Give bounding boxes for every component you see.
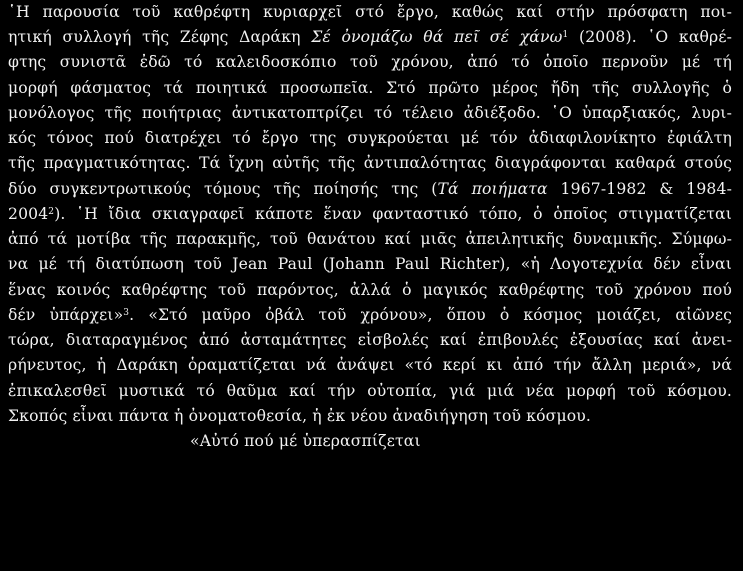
- text-segment: 1967-1982 & 1984-: [547, 180, 732, 198]
- text-segment: τῆς πραγματικότητας. Τά ἴχνη αὐτῆς τῆς ἀντιπαλότητας διαγράφονται καθαρά στούς: [8, 154, 732, 172]
- text-line: [8, 379, 732, 403]
- text-line: [8, 252, 732, 276]
- text-segment: ). ῾Η ἴδια σκιαγραφεῖ κάποτε ἕναν φανταστικό τόπο, ὁ ὁποῖος στιγματίζεται: [54, 205, 732, 223]
- text-segment: μορφή φάσματος τά ποιητικά προσωπεῖα. Στό πρῶτο μέρος ἤδη τῆς συλλογῆς ὁ: [8, 79, 732, 97]
- text-segment: να μέ τή διατύπωση τοῦ Jean Paul (Johann Paul Richter), «ἡ Λογοτεχνία δέν εἶναι: [8, 255, 732, 273]
- text-line: [8, 25, 732, 49]
- text-line: [8, 50, 732, 74]
- text-segment: ῾Η παρουσία τοῦ καθρέφτη κυριαρχεῖ στό ἔργο, καθώς καί στήν πρόσφατη ποι-: [8, 3, 732, 21]
- text-segment: κός τόνος πού διατρέχει τό ἔργο της συγκρούεται μέ τόν ἀδιαφιλονίκητο ἐφιάλτη: [8, 129, 732, 147]
- text-segment: ἕνας κοινός καθρέφτης τοῦ παρόντος, ἀλλά ὁ μαγικός καθρέφτης τοῦ χρόνου πού: [8, 281, 732, 299]
- text-line: [8, 151, 732, 175]
- italic-title: Τά ποιήματα: [437, 180, 548, 198]
- footnote-marker: 2: [48, 207, 55, 217]
- text-segment: τώρα, διαταραγμένος ἀπό ἀσταμάτητες εἰσβολές καί ἐπιβουλές ἐξουσίας καί ἀνει-: [8, 331, 732, 349]
- text-segment: ἀπό τά μοτίβα τῆς παρακμῆς, τοῦ θανάτου καί μιᾶς ἀπειλητικῆς δυναμικῆς. Σύμφω-: [8, 230, 732, 248]
- text-segment: δέν ὑπάρχει»: [8, 306, 124, 324]
- text-line: [8, 126, 732, 150]
- text-segment: (2008). ῾Ο καθρέ-: [568, 28, 732, 46]
- text-line: [8, 76, 732, 100]
- text-line: [8, 0, 732, 24]
- text-line: [8, 303, 732, 327]
- text-segment: δύο συγκεντρωτικούς τόμους τῆς ποίησής της (: [8, 180, 438, 198]
- text-segment: ἐπικαλεσθεῖ μυστικά τό θαῦμα καί τήν οὐτοπία, γιά μιά νέα μορφή τοῦ κόσμου.: [8, 382, 732, 400]
- text-segment: 2004: [8, 205, 49, 223]
- footnote-marker: 3: [123, 308, 130, 318]
- text-line: [8, 227, 732, 251]
- text-line: [8, 404, 732, 428]
- text-line: [8, 328, 732, 352]
- text-line: [190, 429, 421, 453]
- text-segment: μονόλογος τῆς ποιήτριας ἀντικατοπτρίζει τό τέλειο ἀδιέξοδο. ῾Ο ὑπαρξιακός, λυρι-: [8, 104, 732, 122]
- text-segment: Σκοπός εἶναι πάντα ἡ ὀνοματοθεσία, ἡ ἐκ νέου ἀναδιήγηση τοῦ κόσμου.: [8, 407, 592, 425]
- text-line: [8, 202, 732, 226]
- text-line: [8, 177, 732, 201]
- text-line: [8, 278, 732, 302]
- text-segment: ητική συλλογή τῆς Ζέφης Δαράκη: [8, 28, 312, 46]
- italic-title: Σέ ὀνομάζω θά πεῖ σέ χάνω: [311, 28, 563, 46]
- text-line: [8, 101, 732, 125]
- text-segment: ρήνευτος, ἡ Δαράκη ὁραματίζεται νά ἀνάψει «τό κερί κι ἀπό τήν ἄλλη μεριά», νά: [8, 356, 732, 374]
- text-line: [8, 353, 732, 377]
- footnote-marker: 1: [562, 30, 569, 40]
- text-segment: φτης συνιστᾶ ἐδῶ τό καλειδοσκόπιο τοῦ χρόνου, ἀπό τό ὁποῖο περνοῦν μέ τή: [8, 53, 732, 71]
- text-segment: «Αὐτό πού μέ ὑπερασπίζεται: [190, 432, 421, 450]
- text-segment: . «Στό μαῦρο ὀβάλ τοῦ χρόνου», ὅπου ὁ κόσμος μοιάζει, αἰῶνες: [129, 306, 732, 324]
